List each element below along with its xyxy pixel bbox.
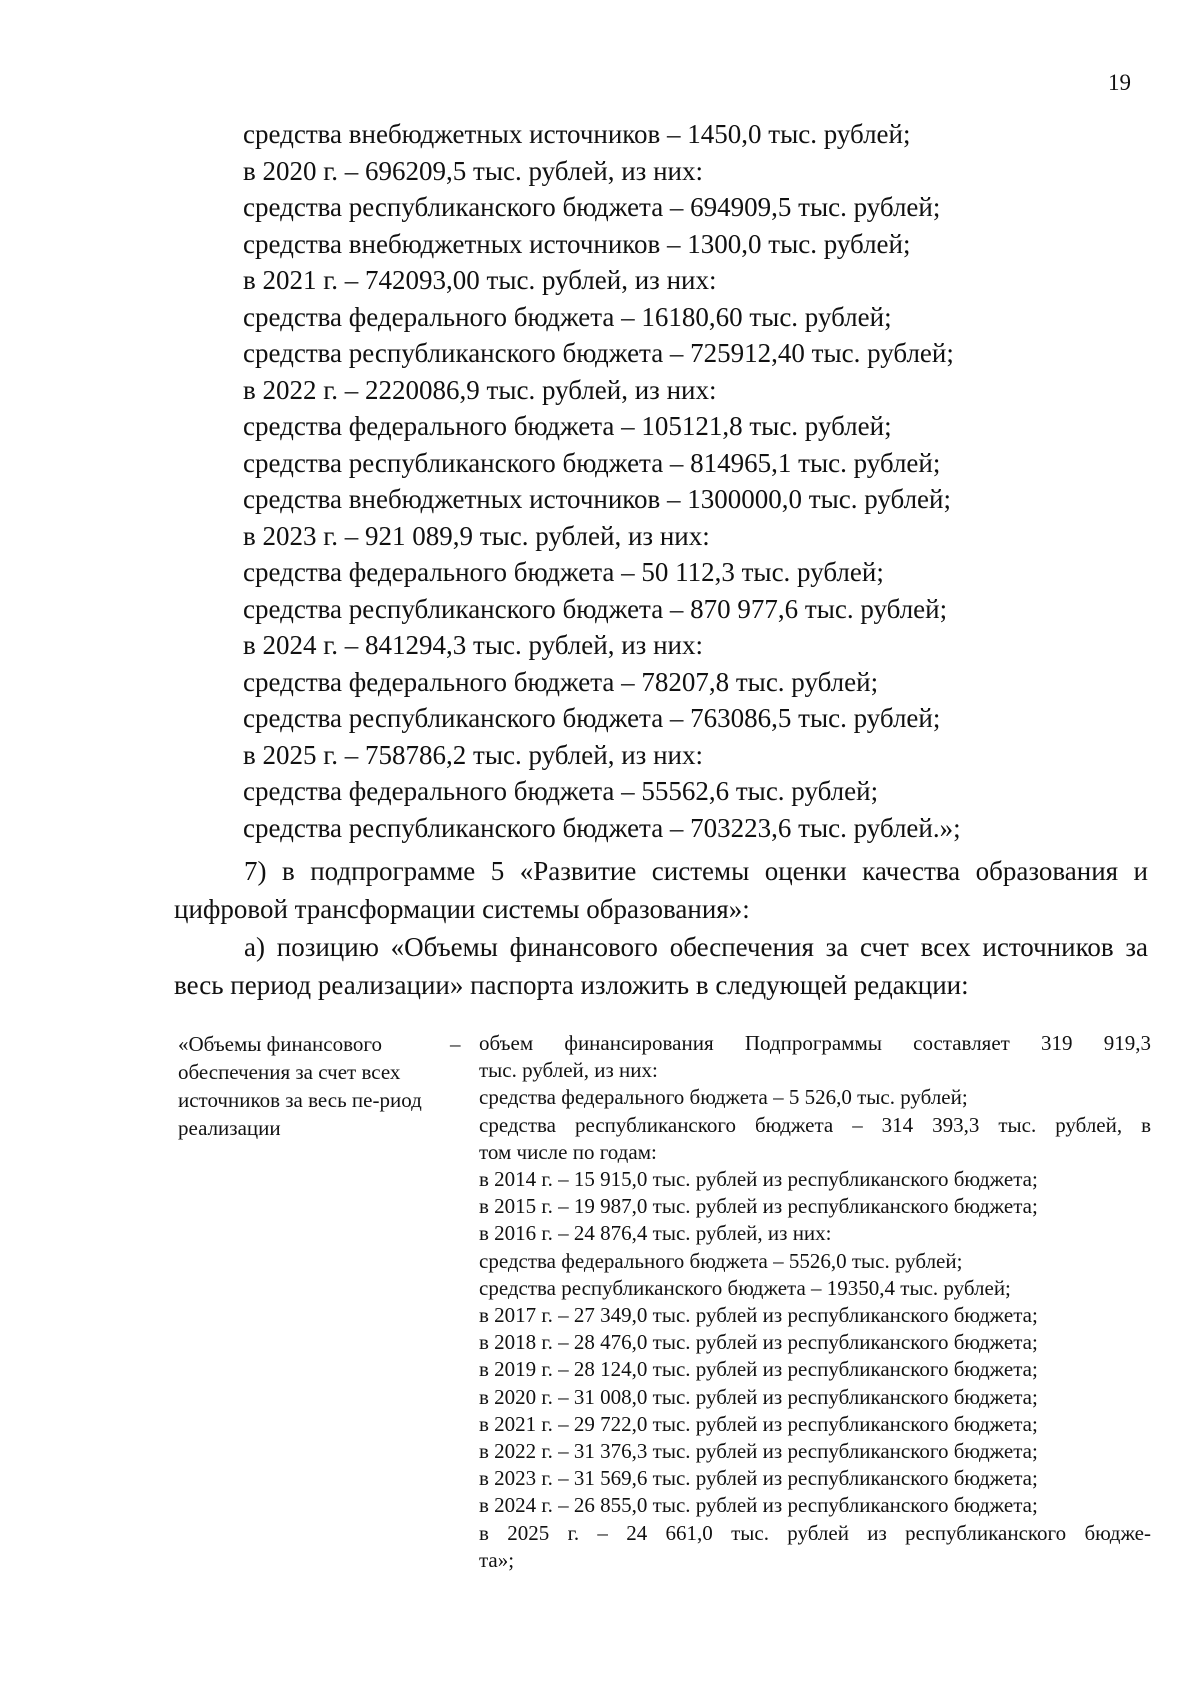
passport-line: в 2018 г. – 28 476,0 тыс. рублей из республиканского бюджета; [479, 1330, 1038, 1355]
page-number: 19 [1108, 70, 1131, 95]
funding-line: в 2023 г. – 921 089,9 тыс. рублей, из них: [243, 520, 710, 551]
passport-line: в 2019 г. – 28 124,0 тыс. рублей из республиканского бюджета; [479, 1357, 1038, 1382]
funding-line: средства внебюджетных источников – 1450,0 тыс. рублей; [243, 119, 911, 149]
funding-line: в 2021 г. – 742093,00 тыс. рублей, из них: [243, 265, 717, 295]
funding-line: средства федерального бюджета – 78207,8 тыс. рублей; [243, 666, 879, 697]
funding-line: средства республиканского бюджета – 763086,5 тыс. рублей; [243, 703, 941, 733]
funding-line: средства внебюджетных источников – 1300000,0 тыс. рублей; [243, 484, 951, 514]
passport-line: та»; [479, 1547, 515, 1572]
passport-line: тыс. рублей, из них: [479, 1058, 658, 1083]
funding-line: средства республиканского бюджета – 694909,5 тыс. рублей; [243, 192, 941, 222]
passport-line: в 2017 г. – 27 349,0 тыс. рублей из республиканского бюджета; [479, 1303, 1038, 1328]
passport-line: в 2022 г. – 31 376,3 тыс. рублей из республиканского бюджета; [479, 1439, 1038, 1464]
passport-line: в 2015 г. – 19 987,0 тыс. рублей из республиканского бюджета; [479, 1194, 1038, 1219]
paragraph-7: 7) в подпрограмме 5 «Развитие системы оценки качества образования и цифровой трансформации системы образования»: [174, 856, 1148, 924]
funding-line: средства республиканского бюджета – 814965,1 тыс. рублей; [243, 447, 941, 478]
passport-line: средства республиканского бюджета – 19350,4 тыс. рублей; [479, 1275, 1011, 1300]
funding-line: средства республиканского бюджета – 725912,40 тыс. рублей; [243, 338, 954, 368]
funding-line: в 2025 г. – 758786,2 тыс. рублей, из них: [243, 739, 703, 770]
funding-line: в 2024 г. – 841294,3 тыс. рублей, из них: [243, 630, 703, 660]
passport-details [479, 1030, 1151, 1574]
funding-lines [243, 116, 961, 846]
passport-line: в 2016 г. – 24 876,4 тыс. рублей, из них: [479, 1221, 832, 1246]
funding-line: средства федерального бюджета – 16180,60 тыс. рублей; [243, 301, 892, 332]
funding-line: средства федерального бюджета – 105121,8 тыс. рублей; [243, 411, 892, 441]
funding-line: средства республиканского бюджета – 870 977,6 тыс. рублей; [243, 593, 948, 624]
passport-line: в 2021 г. – 29 722,0 тыс. рублей из республиканского бюджета; [479, 1411, 1038, 1436]
passport-line: средства федерального бюджета – 5526,0 тыс. рублей; [479, 1248, 963, 1273]
funding-line: средства федерального бюджета – 50 112,3 тыс. рублей; [243, 557, 884, 587]
passport-line: объем финансирования Подпрограммы составляет 319 919,3 [479, 1031, 1151, 1055]
funding-line: средства федерального бюджета – 55562,6 тыс. рублей; [243, 776, 879, 806]
passport-line: средства федерального бюджета – 5 526,0 тыс. рублей; [479, 1085, 968, 1110]
passport-line: в 2024 г. – 26 855,0 тыс. рублей из республиканского бюджета; [479, 1493, 1038, 1518]
funding-line: средства внебюджетных источников – 1300,0 тыс. рублей; [243, 228, 911, 259]
passport-line: в 2023 г. – 31 569,6 тыс. рублей из республиканского бюджета; [479, 1466, 1038, 1491]
passport-dash: – [450, 1032, 461, 1056]
funding-line: средства республиканского бюджета – 703223,6 тыс. рублей.»; [243, 812, 961, 843]
passport-line: средства республиканского бюджета – 314 393,3 тыс. рублей, в [479, 1112, 1151, 1137]
funding-line: в 2022 г. – 2220086,9 тыс. рублей, из них: [243, 374, 717, 405]
passport-label: «Объемы финансового обеспечения за счет всех источников за весь пе-риод реализации [178, 1032, 422, 1140]
passport-line: том числе по годам: [479, 1139, 657, 1164]
passport-line: в 2014 г. – 15 915,0 тыс. рублей из республиканского бюджета; [479, 1167, 1038, 1192]
passport-line: в 2025 г. – 24 661,0 тыс. рублей из республиканского бюдже- [479, 1520, 1151, 1545]
funding-line: в 2020 г. – 696209,5 тыс. рублей, из них: [243, 155, 703, 186]
paragraph-a: а) позицию «Объемы финансового обеспечения за счет всех источников за весь период реализации» паспорта изложить в следующей редакции: [174, 932, 1148, 1000]
passport-line: в 2020 г. – 31 008,0 тыс. рублей из республиканского бюджета; [479, 1384, 1038, 1409]
